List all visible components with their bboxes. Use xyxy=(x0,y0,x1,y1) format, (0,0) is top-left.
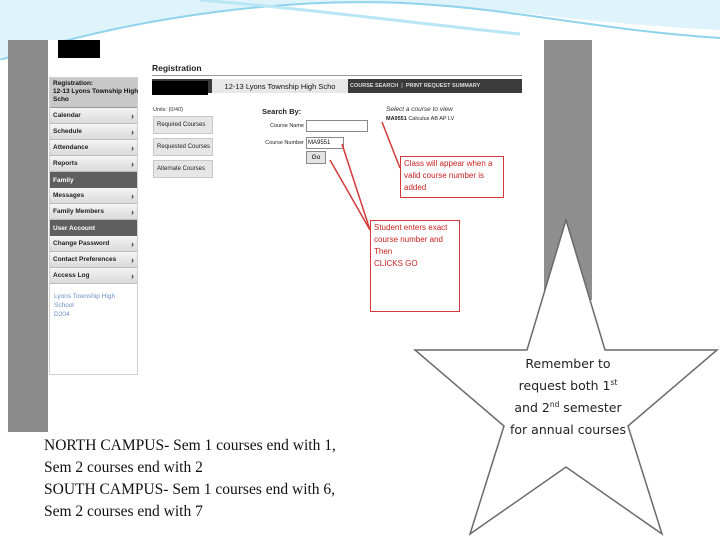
sidebar-item-label: Messages xyxy=(53,192,85,199)
note-line: SOUTH CAMPUS- Sem 1 courses end with 6, xyxy=(44,481,336,498)
arrow-to-course-result xyxy=(382,122,400,168)
course-number-input[interactable]: MA9551 xyxy=(306,137,344,149)
sidebar-item-label: Access Log xyxy=(53,272,90,279)
callout-line: valid course number is xyxy=(404,171,485,180)
sidebar-item-label: Change Password xyxy=(53,240,110,247)
note-line: Sem 2 courses end with 2 xyxy=(44,459,203,476)
reminder-superscript: st xyxy=(610,377,618,387)
alternate-courses-button[interactable]: Alternate Courses xyxy=(153,160,213,178)
chevron-right-icon: › xyxy=(131,110,134,121)
reminder-line: for annual courses xyxy=(510,422,626,437)
reminder-text: semester xyxy=(559,400,622,415)
sidebar-item-label: Attendance xyxy=(53,144,89,151)
reminder-line xyxy=(498,397,638,419)
reminder-star-text xyxy=(498,353,638,441)
sidebar-item-label: Calendar xyxy=(53,112,81,119)
chevron-right-icon: › xyxy=(131,126,134,137)
sidebar-section-user-account: User Account xyxy=(50,220,137,236)
sidebar-title-line: Scho xyxy=(53,96,69,103)
reminder-text: and 2 xyxy=(514,400,550,415)
reminder-superscript: nd xyxy=(549,399,560,409)
callout-line: CLICKS GO xyxy=(374,259,418,268)
sidebar-item-label: Contact Preferences xyxy=(53,256,117,263)
course-name-label: Course Name xyxy=(270,123,304,129)
callout-line: Student enters exact xyxy=(374,223,448,232)
note-line: Sem 2 courses end with 7 xyxy=(44,503,203,520)
units-counter: Units: (0/40) xyxy=(153,107,183,113)
sidebar-title-line: 12-13 Lyons Township High xyxy=(53,88,139,95)
school-name: Lyons Township High School xyxy=(54,293,116,309)
note-line: NORTH CAMPUS- Sem 1 courses end with 1, xyxy=(44,437,336,454)
link-separator: | xyxy=(401,83,403,89)
required-courses-button[interactable]: Required Courses xyxy=(153,116,213,134)
sidebar-item-label: Schedule xyxy=(53,128,82,135)
callout-line: added xyxy=(404,183,427,192)
reminder-line xyxy=(498,375,638,397)
page-title: Registration xyxy=(152,63,202,73)
school-district: D204 xyxy=(54,311,70,318)
chevron-right-icon: › xyxy=(131,190,134,201)
chevron-right-icon: › xyxy=(131,254,134,265)
campus-course-note xyxy=(44,435,336,523)
callout-line: Then xyxy=(374,247,393,256)
reminder-text: request both 1 xyxy=(518,378,611,393)
course-code: MA9551 xyxy=(386,116,407,122)
search-heading: Search By: xyxy=(262,107,302,116)
chevron-right-icon: › xyxy=(131,142,134,153)
sidebar-item-label: Reports xyxy=(53,160,78,167)
callout-line: Class will appear when a xyxy=(404,159,493,168)
select-course-prompt: Select a course to view xyxy=(386,106,453,113)
registration-school-label: 12-13 Lyons Township High Scho xyxy=(212,79,348,93)
sidebar-title-line: Registration: xyxy=(53,80,94,87)
requested-courses-button[interactable]: Requested Courses xyxy=(153,138,213,156)
course-search-link[interactable]: COURSE SEARCH xyxy=(350,83,399,89)
print-request-summary-link[interactable]: PRINT REQUEST SUMMARY xyxy=(405,83,481,89)
chevron-right-icon: › xyxy=(131,206,134,217)
sidebar-item-label: Family Members xyxy=(53,208,104,215)
callout-line: course number and xyxy=(374,235,443,244)
course-title: Calculus AB AP LV xyxy=(408,116,455,122)
chevron-right-icon: › xyxy=(131,270,134,281)
chevron-right-icon: › xyxy=(131,238,134,249)
sidebar-section-family: Family xyxy=(50,172,137,188)
reminder-line: Remember to xyxy=(525,356,611,371)
go-button[interactable]: Go xyxy=(306,151,326,164)
chevron-right-icon: › xyxy=(131,158,134,169)
course-number-label: Course Number xyxy=(265,140,304,146)
